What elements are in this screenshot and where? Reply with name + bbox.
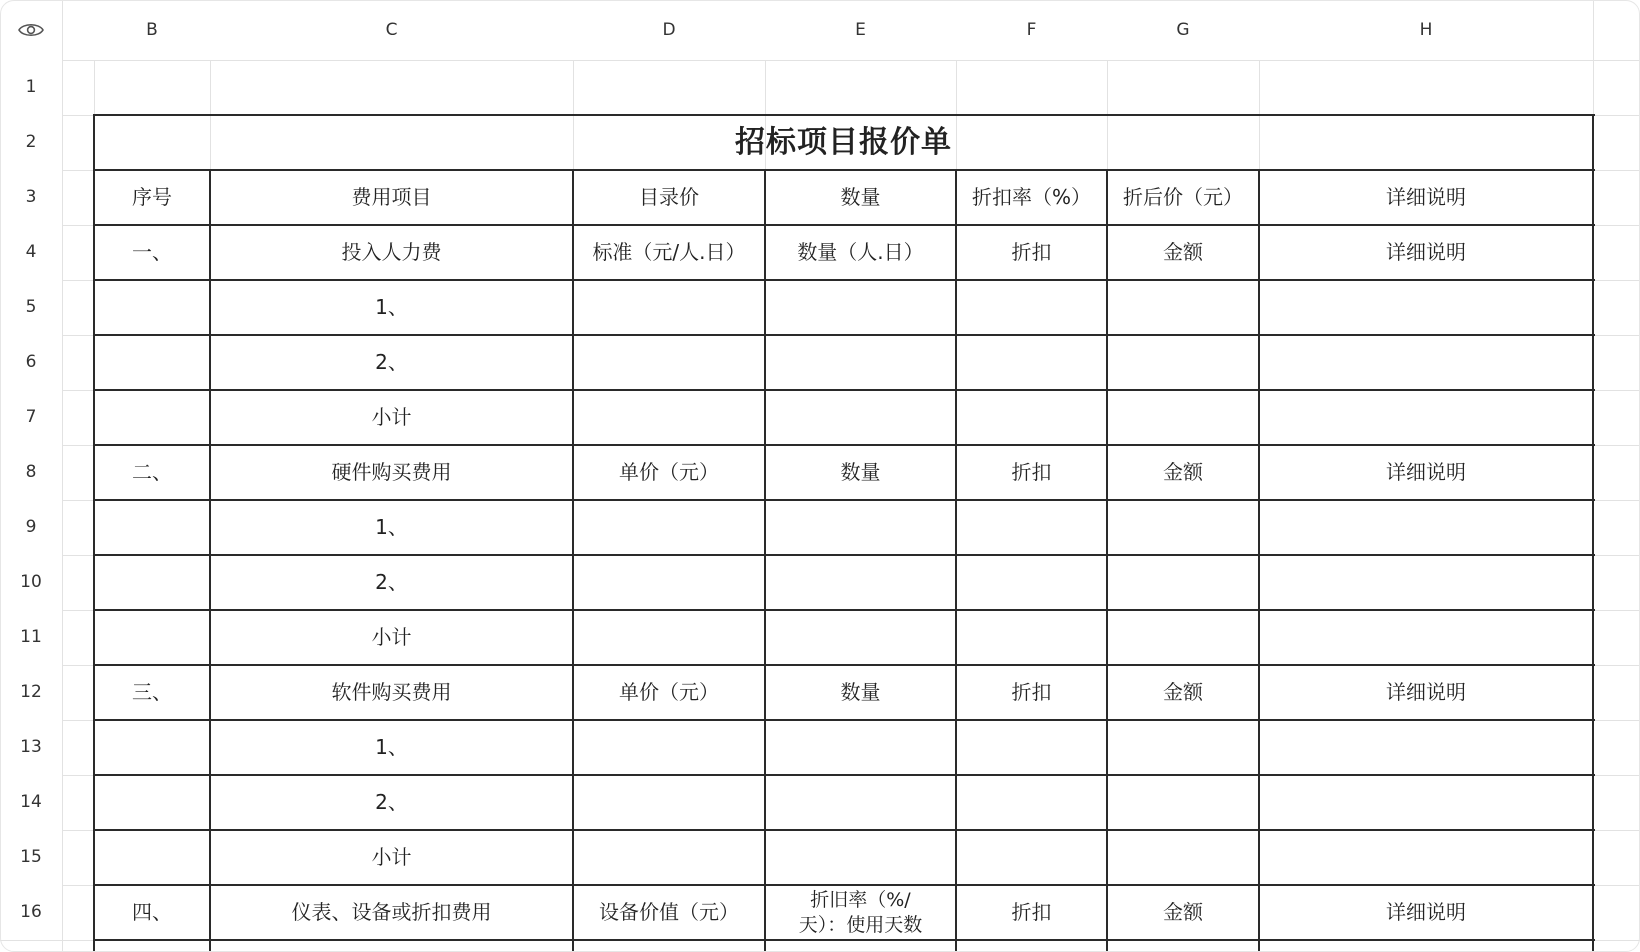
cell-e5[interactable] — [765, 280, 956, 335]
table-border — [94, 334, 1595, 336]
cell-d4[interactable]: 标准（元/人.日） — [592, 240, 746, 264]
cell-f9[interactable] — [956, 500, 1107, 555]
table-border — [94, 169, 1595, 171]
cell-c8[interactable]: 硬件购买费用 — [331, 460, 452, 484]
row-header-2[interactable]: 2 — [0, 115, 62, 170]
cell-c6[interactable]: 2、 — [375, 350, 408, 374]
table-border — [209, 169, 211, 951]
cell-e11[interactable] — [765, 610, 956, 665]
cell-f14[interactable] — [956, 775, 1107, 830]
table-border — [94, 444, 1595, 446]
cell-b11[interactable] — [94, 610, 210, 665]
cell-f10[interactable] — [956, 555, 1107, 610]
cell-d7[interactable] — [573, 390, 765, 445]
cell-h15[interactable] — [1259, 830, 1593, 885]
cell-e9[interactable] — [765, 500, 956, 555]
table-border — [1592, 114, 1594, 951]
cell-c11[interactable]: 小计 — [371, 625, 412, 649]
cell-f6[interactable] — [956, 335, 1107, 390]
column-header-g[interactable]: G — [1107, 0, 1259, 60]
table-border — [94, 224, 1595, 226]
cell-c7[interactable]: 小计 — [371, 405, 412, 429]
cell-c13[interactable]: 1、 — [375, 735, 408, 759]
cell-d5[interactable] — [573, 280, 765, 335]
cell-h13[interactable] — [1259, 720, 1593, 775]
cell-b8[interactable]: 二、 — [132, 460, 172, 484]
table-border — [94, 884, 1595, 886]
cell-h12[interactable]: 详细说明 — [1386, 680, 1466, 704]
row-header-7[interactable]: 7 — [0, 390, 62, 445]
cell-h3[interactable]: 详细说明 — [1386, 185, 1466, 209]
table-border — [94, 829, 1595, 831]
cell-f7[interactable] — [956, 390, 1107, 445]
table-border — [94, 279, 1595, 281]
cell-g4[interactable]: 金额 — [1163, 240, 1203, 264]
cell-g12[interactable]: 金额 — [1163, 680, 1203, 704]
table-border — [1106, 169, 1108, 951]
cell-h11[interactable] — [1259, 610, 1593, 665]
table-border — [764, 169, 766, 951]
table-border — [94, 664, 1595, 666]
cell-f8[interactable]: 折扣 — [1011, 460, 1052, 484]
cell-b14[interactable] — [94, 775, 210, 830]
table-border — [94, 114, 1595, 116]
cell-f16[interactable]: 折扣 — [1011, 900, 1052, 924]
row-header-13[interactable]: 13 — [0, 720, 62, 775]
row-header-9[interactable]: 9 — [0, 500, 62, 555]
table-border — [94, 554, 1595, 556]
cell-b9[interactable] — [94, 500, 210, 555]
table-border — [94, 389, 1595, 391]
table-border — [94, 774, 1595, 776]
table-border — [572, 169, 574, 951]
column-header-h[interactable]: H — [1259, 0, 1593, 60]
cell-h16[interactable]: 详细说明 — [1386, 900, 1466, 924]
cell-b6[interactable] — [94, 335, 210, 390]
cell-f11[interactable] — [956, 610, 1107, 665]
cell-d10[interactable] — [573, 555, 765, 610]
table-border — [1258, 169, 1260, 951]
cell-f3[interactable]: 折扣率（%） — [971, 185, 1091, 209]
cell-c14[interactable]: 2、 — [375, 790, 408, 814]
cell-g3[interactable]: 折后价（元） — [1123, 185, 1243, 209]
cell-f4[interactable]: 折扣 — [1011, 240, 1052, 264]
cell-h5[interactable] — [1259, 280, 1593, 335]
cell-d9[interactable] — [573, 500, 765, 555]
cell-b16[interactable]: 四、 — [132, 900, 172, 924]
table-border — [94, 609, 1595, 611]
cell-d6[interactable] — [573, 335, 765, 390]
cell-e16[interactable]: 折旧率（%/ 天）：使用天数 — [798, 888, 923, 936]
cell-d8[interactable]: 单价（元） — [619, 460, 719, 484]
row-header-3[interactable]: 3 — [0, 170, 62, 225]
cell-h8[interactable]: 详细说明 — [1386, 460, 1466, 484]
cell-b12[interactable]: 三、 — [132, 680, 172, 704]
cell-e8[interactable]: 数量 — [840, 460, 881, 484]
row-header-15[interactable]: 15 — [0, 830, 62, 885]
gridline-vertical — [62, 0, 63, 952]
cell-g9[interactable] — [1107, 500, 1259, 555]
cell-h14[interactable] — [1259, 775, 1593, 830]
cell-c16[interactable]: 仪表、设备或折扣费用 — [291, 900, 492, 924]
cell-d14[interactable] — [573, 775, 765, 830]
cell-c4[interactable]: 投入人力费 — [341, 240, 442, 264]
cell-e6[interactable] — [765, 335, 956, 390]
cell-f13[interactable] — [956, 720, 1107, 775]
cell-e14[interactable] — [765, 775, 956, 830]
cell-h7[interactable] — [1259, 390, 1593, 445]
cell-c5[interactable]: 1、 — [375, 295, 408, 319]
cell-d13[interactable] — [573, 720, 765, 775]
cell-c15[interactable]: 小计 — [371, 845, 412, 869]
cell-c9[interactable]: 1、 — [375, 515, 408, 539]
cell-b7[interactable] — [94, 390, 210, 445]
cell-d12[interactable]: 单价（元） — [619, 680, 719, 704]
cell-b4[interactable]: 一、 — [132, 240, 172, 264]
row-header-11[interactable]: 11 — [0, 610, 62, 665]
cell-e12[interactable]: 数量 — [840, 680, 881, 704]
select-all-corner[interactable] — [0, 0, 62, 60]
cell-c3[interactable]: 费用项目 — [351, 185, 432, 209]
cell-e13[interactable] — [765, 720, 956, 775]
cell-c12[interactable]: 软件购买费用 — [331, 680, 452, 704]
column-header-d[interactable]: D — [573, 0, 765, 60]
column-header-e[interactable]: E — [765, 0, 956, 60]
cell-g11[interactable] — [1107, 610, 1259, 665]
sheet-title[interactable]: 招标项目报价单 — [735, 125, 952, 160]
cell-d15[interactable] — [573, 830, 765, 885]
cell-h10[interactable] — [1259, 555, 1593, 610]
cell-f5[interactable] — [956, 280, 1107, 335]
cell-g8[interactable]: 金额 — [1163, 460, 1203, 484]
cell-b5[interactable] — [94, 280, 210, 335]
row-header-5[interactable]: 5 — [0, 280, 62, 335]
cell-e4[interactable]: 数量（人.日） — [797, 240, 924, 264]
column-header-b[interactable]: B — [94, 0, 210, 60]
cell-d3[interactable]: 目录价 — [639, 185, 699, 209]
row-header-10[interactable]: 10 — [0, 555, 62, 610]
cell-e3[interactable]: 数量 — [840, 185, 881, 209]
cell-f15[interactable] — [956, 830, 1107, 885]
row-header-1[interactable]: 1 — [0, 60, 62, 115]
cell-g6[interactable] — [1107, 335, 1259, 390]
cell-h6[interactable] — [1259, 335, 1593, 390]
cell-e10[interactable] — [765, 555, 956, 610]
row-header-14[interactable]: 14 — [0, 775, 62, 830]
cell-b10[interactable] — [94, 555, 210, 610]
cell-g7[interactable] — [1107, 390, 1259, 445]
table-border — [955, 169, 957, 951]
table-border — [94, 939, 1595, 941]
cell-g15[interactable] — [1107, 830, 1259, 885]
eye-icon[interactable] — [18, 21, 44, 39]
cell-b3[interactable]: 序号 — [132, 185, 172, 209]
row-header-4[interactable]: 4 — [0, 225, 62, 280]
cell-g16[interactable]: 金额 — [1163, 900, 1203, 924]
cell-g14[interactable] — [1107, 775, 1259, 830]
row-header-12[interactable]: 12 — [0, 665, 62, 720]
row-header-16[interactable]: 16 — [0, 885, 62, 940]
cell-d16[interactable]: 设备价值（元） — [599, 900, 739, 924]
cell-c10[interactable]: 2、 — [375, 570, 408, 594]
cell-e7[interactable] — [765, 390, 956, 445]
table-border — [94, 719, 1595, 721]
row-header-6[interactable]: 6 — [0, 335, 62, 390]
cell-e15[interactable] — [765, 830, 956, 885]
gridline-horizontal — [0, 60, 1640, 61]
row-header-8[interactable]: 8 — [0, 445, 62, 500]
cell-g10[interactable] — [1107, 555, 1259, 610]
cell-d11[interactable] — [573, 610, 765, 665]
table-border — [94, 499, 1595, 501]
column-header-f[interactable]: F — [956, 0, 1107, 60]
column-header-c[interactable]: C — [210, 0, 573, 60]
table-border — [93, 114, 95, 951]
cell-g5[interactable] — [1107, 280, 1259, 335]
cell-b15[interactable] — [94, 830, 210, 885]
cell-b13[interactable] — [94, 720, 210, 775]
cell-h9[interactable] — [1259, 500, 1593, 555]
cell-f12[interactable]: 折扣 — [1011, 680, 1052, 704]
cell-g13[interactable] — [1107, 720, 1259, 775]
cell-h4[interactable]: 详细说明 — [1386, 240, 1466, 264]
